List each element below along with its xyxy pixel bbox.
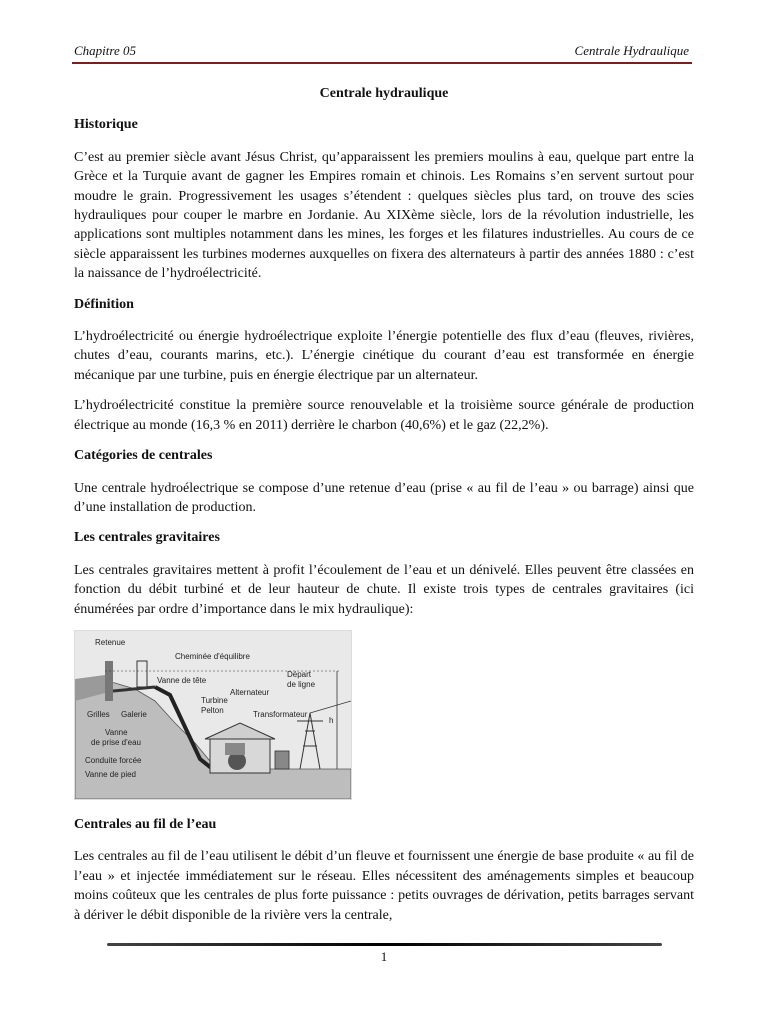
hydro-plant-diagram — [74, 630, 352, 800]
header-title: Centrale Hydraulique — [574, 43, 689, 58]
label-turbine-1: Turbine — [201, 695, 228, 705]
footer-divider — [107, 943, 662, 946]
paragraph-fil-de-leau: Les centrales au fil de l’eau utilisent le débit d’un fleuve et fournissent une énergie de base produite « au fil de l’eau » et injectée immédiatement sur le réseau. Elles nécessitent des aménagements simples et beaucoup moins coûteux que les centrales de plus forte puissance : petits ouvrages de dérivation, petits barrages servant à dériver le débit disponible de la rivière vers la centrale, — [74, 849, 694, 923]
label-conduite: Conduite forcée — [85, 755, 142, 765]
header-divider — [72, 62, 692, 64]
dam-wall — [105, 661, 113, 701]
alternator-box — [225, 743, 245, 755]
label-transformateur: Transformateur — [253, 709, 308, 719]
section-heading-definition: Définition — [74, 296, 134, 312]
label-grilles: Grilles — [87, 709, 110, 719]
section-heading-gravitaires: Les centrales gravitaires — [74, 530, 220, 546]
label-depart-1: Départ — [287, 669, 312, 679]
label-cheminee: Cheminée d'équilibre — [175, 651, 250, 661]
powerhouse-roof — [205, 723, 275, 739]
paragraph-definition-1: L’hydroélectricité ou énergie hydroélectrique exploite l’énergie potentielle des flux d’eau (fleuves, rivières, chutes d’eau, courants marins, etc.). L’énergie cinétique du courant d’eau est transformée en énergie mécanique par une turbine, puis en énergie électrique par un alternateur. — [74, 329, 694, 383]
hydro-plant-illustration — [75, 631, 351, 799]
paragraph-definition-2: L’hydroélectricité constitue la première source renouvelable et la troisième source générale de production électrique au monde (16,3 % en 2011) derrière le charbon (40,6%) et le gaz (22,2%). — [74, 398, 694, 433]
section-heading-historique: Historique — [74, 117, 138, 133]
paragraph-gravitaires: Les centrales gravitaires mettent à profit l’écoulement de l’eau et un dénivelé. Elles peuvent être classées en fonction du débit turbiné et de leur hauteur de chute. Il existe trois types de centrales gravitaires (ici énumérées par ordre d’importance dans le mix hydraulique): — [74, 562, 694, 617]
section-heading-categories: Catégories de centrales — [74, 448, 213, 464]
label-h: h — [329, 715, 334, 725]
transformer-box — [275, 751, 289, 769]
surge-tank — [137, 661, 147, 687]
label-alternateur: Alternateur — [230, 687, 270, 697]
label-vanne-prise-2: de prise d'eau — [91, 737, 142, 747]
label-depart-2: de ligne — [287, 679, 316, 689]
page-header — [74, 43, 689, 59]
chapter-label: Chapitre 05 — [74, 43, 136, 58]
label-turbine-2: Pelton — [201, 705, 224, 715]
paragraph-categories: Une centrale hydroélectrique se compose d’une retenue d’eau (prise « au fil de l’eau » ou barrage) ainsi que d’une installation de production. — [74, 480, 694, 515]
power-pylon — [297, 713, 323, 769]
section-heading-fil-de-leau: Centrales au fil de l’eau — [74, 816, 217, 832]
paragraph-historique: C’est au premier siècle avant Jésus Christ, qu’apparaissent les premiers moulins à eau, quelque part entre la Grèce et la Turquie avant de gagner les Empires romain et chinois. Les Romains s’en servent surtout pour moudre le grain. Progressivement les usages s’étendent : quelques siècles plus tard, on trouve des scies hydrauliques pour couper le marbre en Jordanie. Au XIXème siècle, lors de la révolution industrielle, les applications sont multiples notamment dans les mines, les forges et les filatures industrielles. Au cours de ce siècle apparaissent les turbines modernes auxquelles on fixera des alternateurs à partir des années 1880 : c’est la naissance de l’hydroélectricité. — [74, 149, 694, 282]
label-vanne-prise-1: Vanne — [105, 727, 128, 737]
document-body — [74, 84, 694, 936]
label-galerie: Galerie — [121, 709, 147, 719]
document-title: Centrale hydraulique — [319, 86, 449, 101]
label-vanne-pied: Vanne de pied — [85, 769, 137, 779]
label-retenue: Retenue — [95, 637, 126, 647]
label-vanne-tete: Vanne de tête — [157, 675, 207, 685]
power-line — [310, 701, 351, 713]
page-number: 1 — [380, 949, 388, 964]
